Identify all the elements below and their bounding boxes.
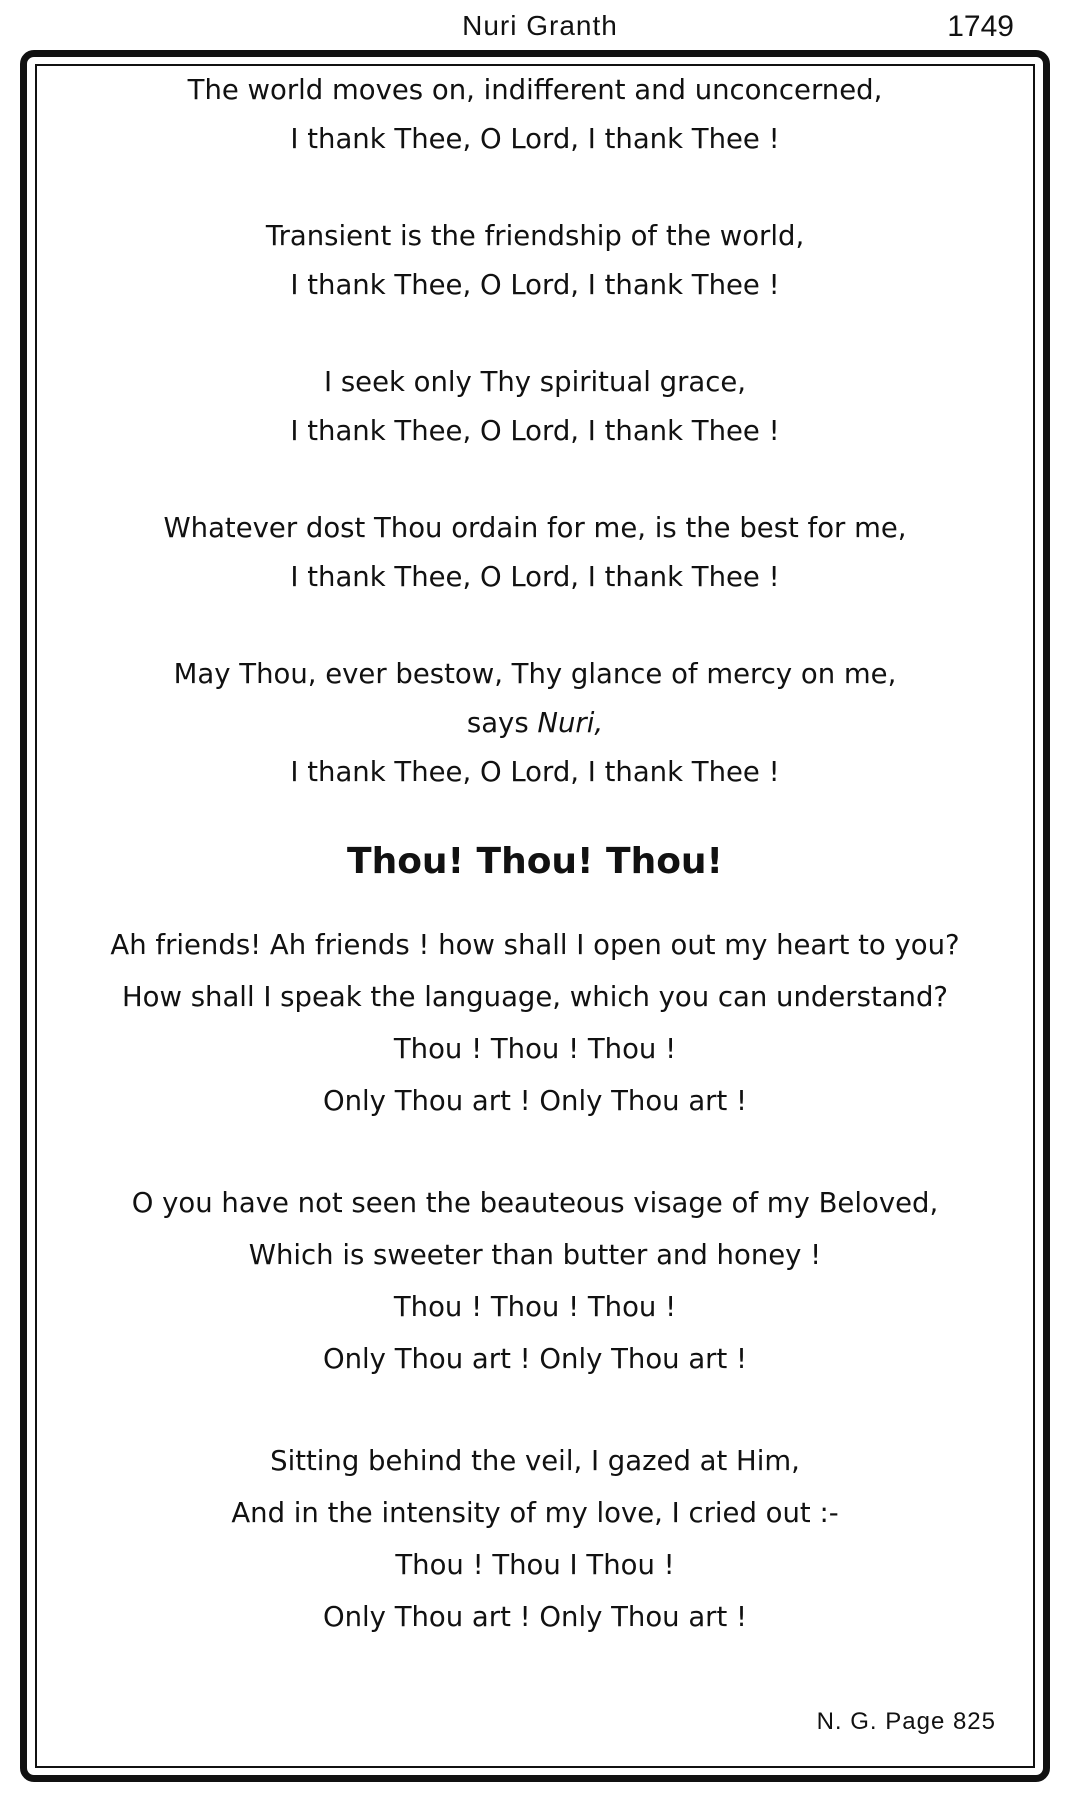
poem1-stanza-5 xyxy=(37,650,1033,797)
poem1-stanza-3 xyxy=(37,358,1033,456)
verse-line: How shall I speak the language, which you can understand? xyxy=(121,981,949,1013)
verse-line: And in the intensity of my love, I cried out :- xyxy=(231,1497,839,1529)
poem2-stanza-1 xyxy=(37,919,1033,1127)
refrain-line: I thank Thee, O Lord, I thank Thee ! xyxy=(290,756,780,788)
page-content xyxy=(37,66,1033,1643)
poem2-stanza-2 xyxy=(37,1177,1033,1385)
refrain-line: Only Thou art ! Only Thou art ! xyxy=(322,1601,748,1633)
verse-line: The world moves on, indifferent and unconcerned, xyxy=(187,74,883,106)
verse-line: May Thou, ever bestow, Thy glance of mercy on me, xyxy=(173,658,897,690)
verse-line: Which is sweeter than butter and honey ! xyxy=(248,1239,822,1271)
refrain-line: Only Thou art ! Only Thou art ! xyxy=(322,1085,748,1117)
page-reference: N. G. Page 825 xyxy=(816,1708,996,1735)
verse-line: I seek only Thy spiritual grace, xyxy=(323,366,747,398)
says-text: says xyxy=(466,707,529,739)
refrain-line: Thou ! Thou ! Thou ! xyxy=(393,1033,677,1065)
poem-title: Thou! Thou! Thou! xyxy=(347,841,723,882)
verse-line: Ah friends! Ah friends ! how shall I open out my heart to you? xyxy=(110,929,960,961)
book-title: Nuri Granth xyxy=(462,10,618,41)
refrain-line: Only Thou art ! Only Thou art ! xyxy=(322,1343,748,1375)
author-name: Nuri, xyxy=(537,707,604,739)
verse-line: Sitting behind the veil, I gazed at Him, xyxy=(270,1445,800,1477)
refrain-line: I thank Thee, O Lord, I thank Thee ! xyxy=(290,269,780,301)
refrain-line: Thou ! Thou ! Thou ! xyxy=(393,1291,677,1323)
poem2-stanza-3 xyxy=(37,1435,1033,1643)
refrain-line: Thou ! Thou I Thou ! xyxy=(395,1549,675,1581)
verse-line: O you have not seen the beauteous visage of my Beloved, xyxy=(131,1187,939,1219)
refrain-line: I thank Thee, O Lord, I thank Thee ! xyxy=(290,123,780,155)
verse-line: Transient is the friendship of the world, xyxy=(265,220,805,252)
running-header xyxy=(0,0,1080,52)
verse-line: Whatever dost Thou ordain for me, is the best for me, xyxy=(163,512,907,544)
signature-line xyxy=(37,699,1033,748)
poem1-stanza-1 xyxy=(37,66,1033,164)
poem1-stanza-4 xyxy=(37,504,1033,602)
poem1-stanza-2 xyxy=(37,212,1033,310)
refrain-line: I thank Thee, O Lord, I thank Thee ! xyxy=(290,415,780,447)
page-number: 1749 xyxy=(947,10,1014,43)
refrain-line: I thank Thee, O Lord, I thank Thee ! xyxy=(290,561,780,593)
